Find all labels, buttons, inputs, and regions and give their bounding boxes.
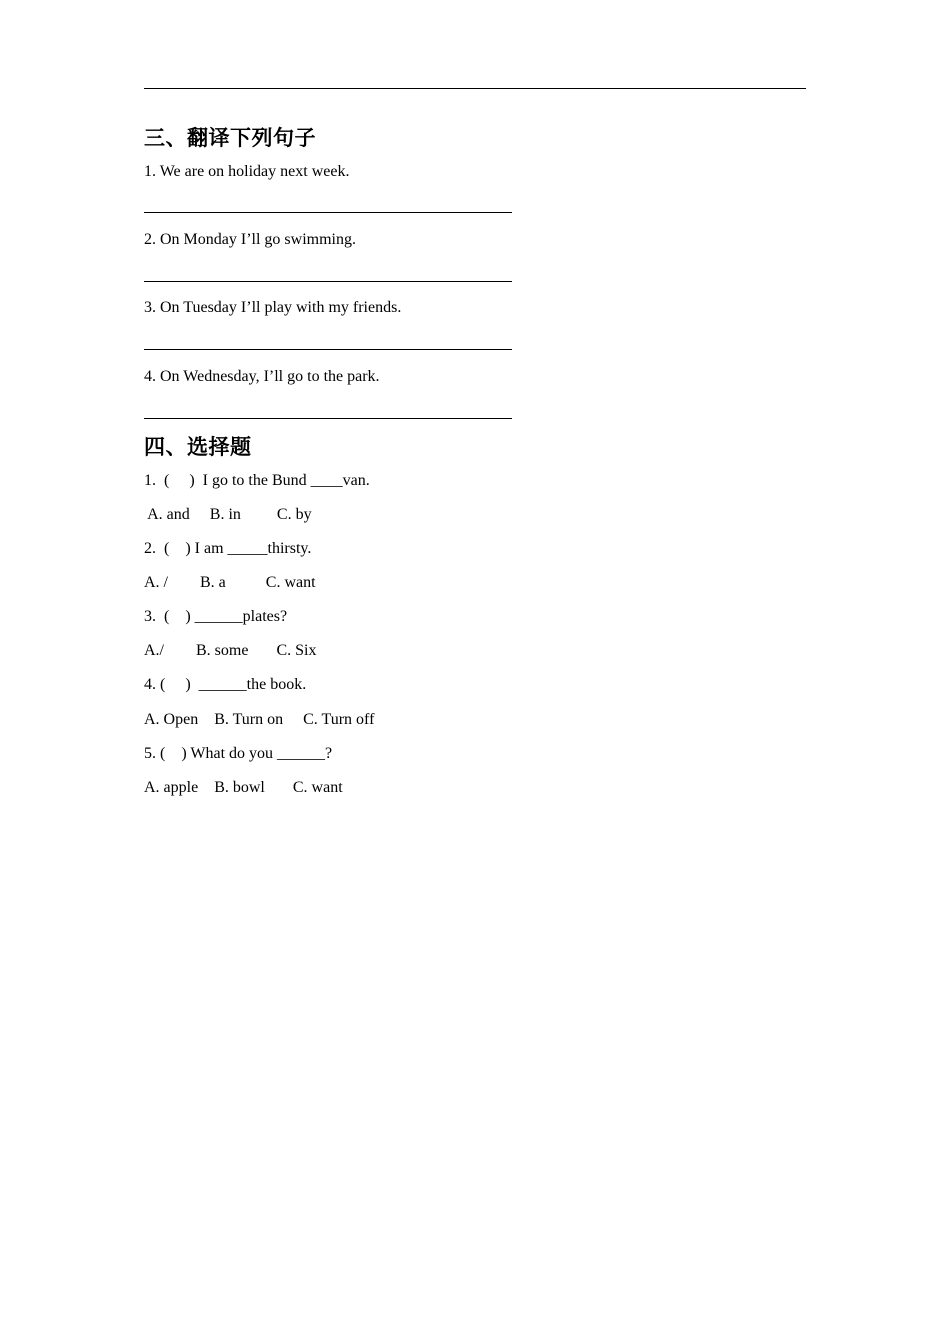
section-4-heading: 四、选择题 (144, 435, 252, 459)
section-3-heading: 三、翻译下列句子 (144, 126, 316, 150)
answer-line-3 (144, 349, 512, 350)
answer-line-1 (144, 212, 512, 213)
question-4-stem: 4. ( ) ______the book. (144, 676, 307, 693)
question-1-stem: 1. ( ) I go to the Bund ____van. (144, 472, 370, 489)
question-2-stem: 2. ( ) I am _____thirsty. (144, 540, 312, 557)
question-4-options: A. Open B. Turn on C. Turn off (144, 711, 375, 728)
top-divider (144, 88, 806, 89)
question-2-options: A. / B. a C. want (144, 574, 316, 591)
question-5-options: A. apple B. bowl C. want (144, 779, 343, 796)
question-3-options: A./ B. some C. Six (144, 642, 317, 659)
answer-line-4 (144, 418, 512, 419)
translate-item-2: 2. On Monday I’ll go swimming. (144, 231, 356, 248)
translate-item-3: 3. On Tuesday I’ll play with my friends. (144, 299, 402, 316)
question-5-stem: 5. ( ) What do you ______? (144, 745, 333, 762)
translate-item-4: 4. On Wednesday, I’ll go to the park. (144, 368, 380, 385)
question-3-stem: 3. ( ) ______plates? (144, 608, 288, 625)
translate-item-1: 1. We are on holiday next week. (144, 163, 350, 180)
question-1-options: A. and B. in C. by (144, 506, 312, 523)
answer-line-2 (144, 281, 512, 282)
